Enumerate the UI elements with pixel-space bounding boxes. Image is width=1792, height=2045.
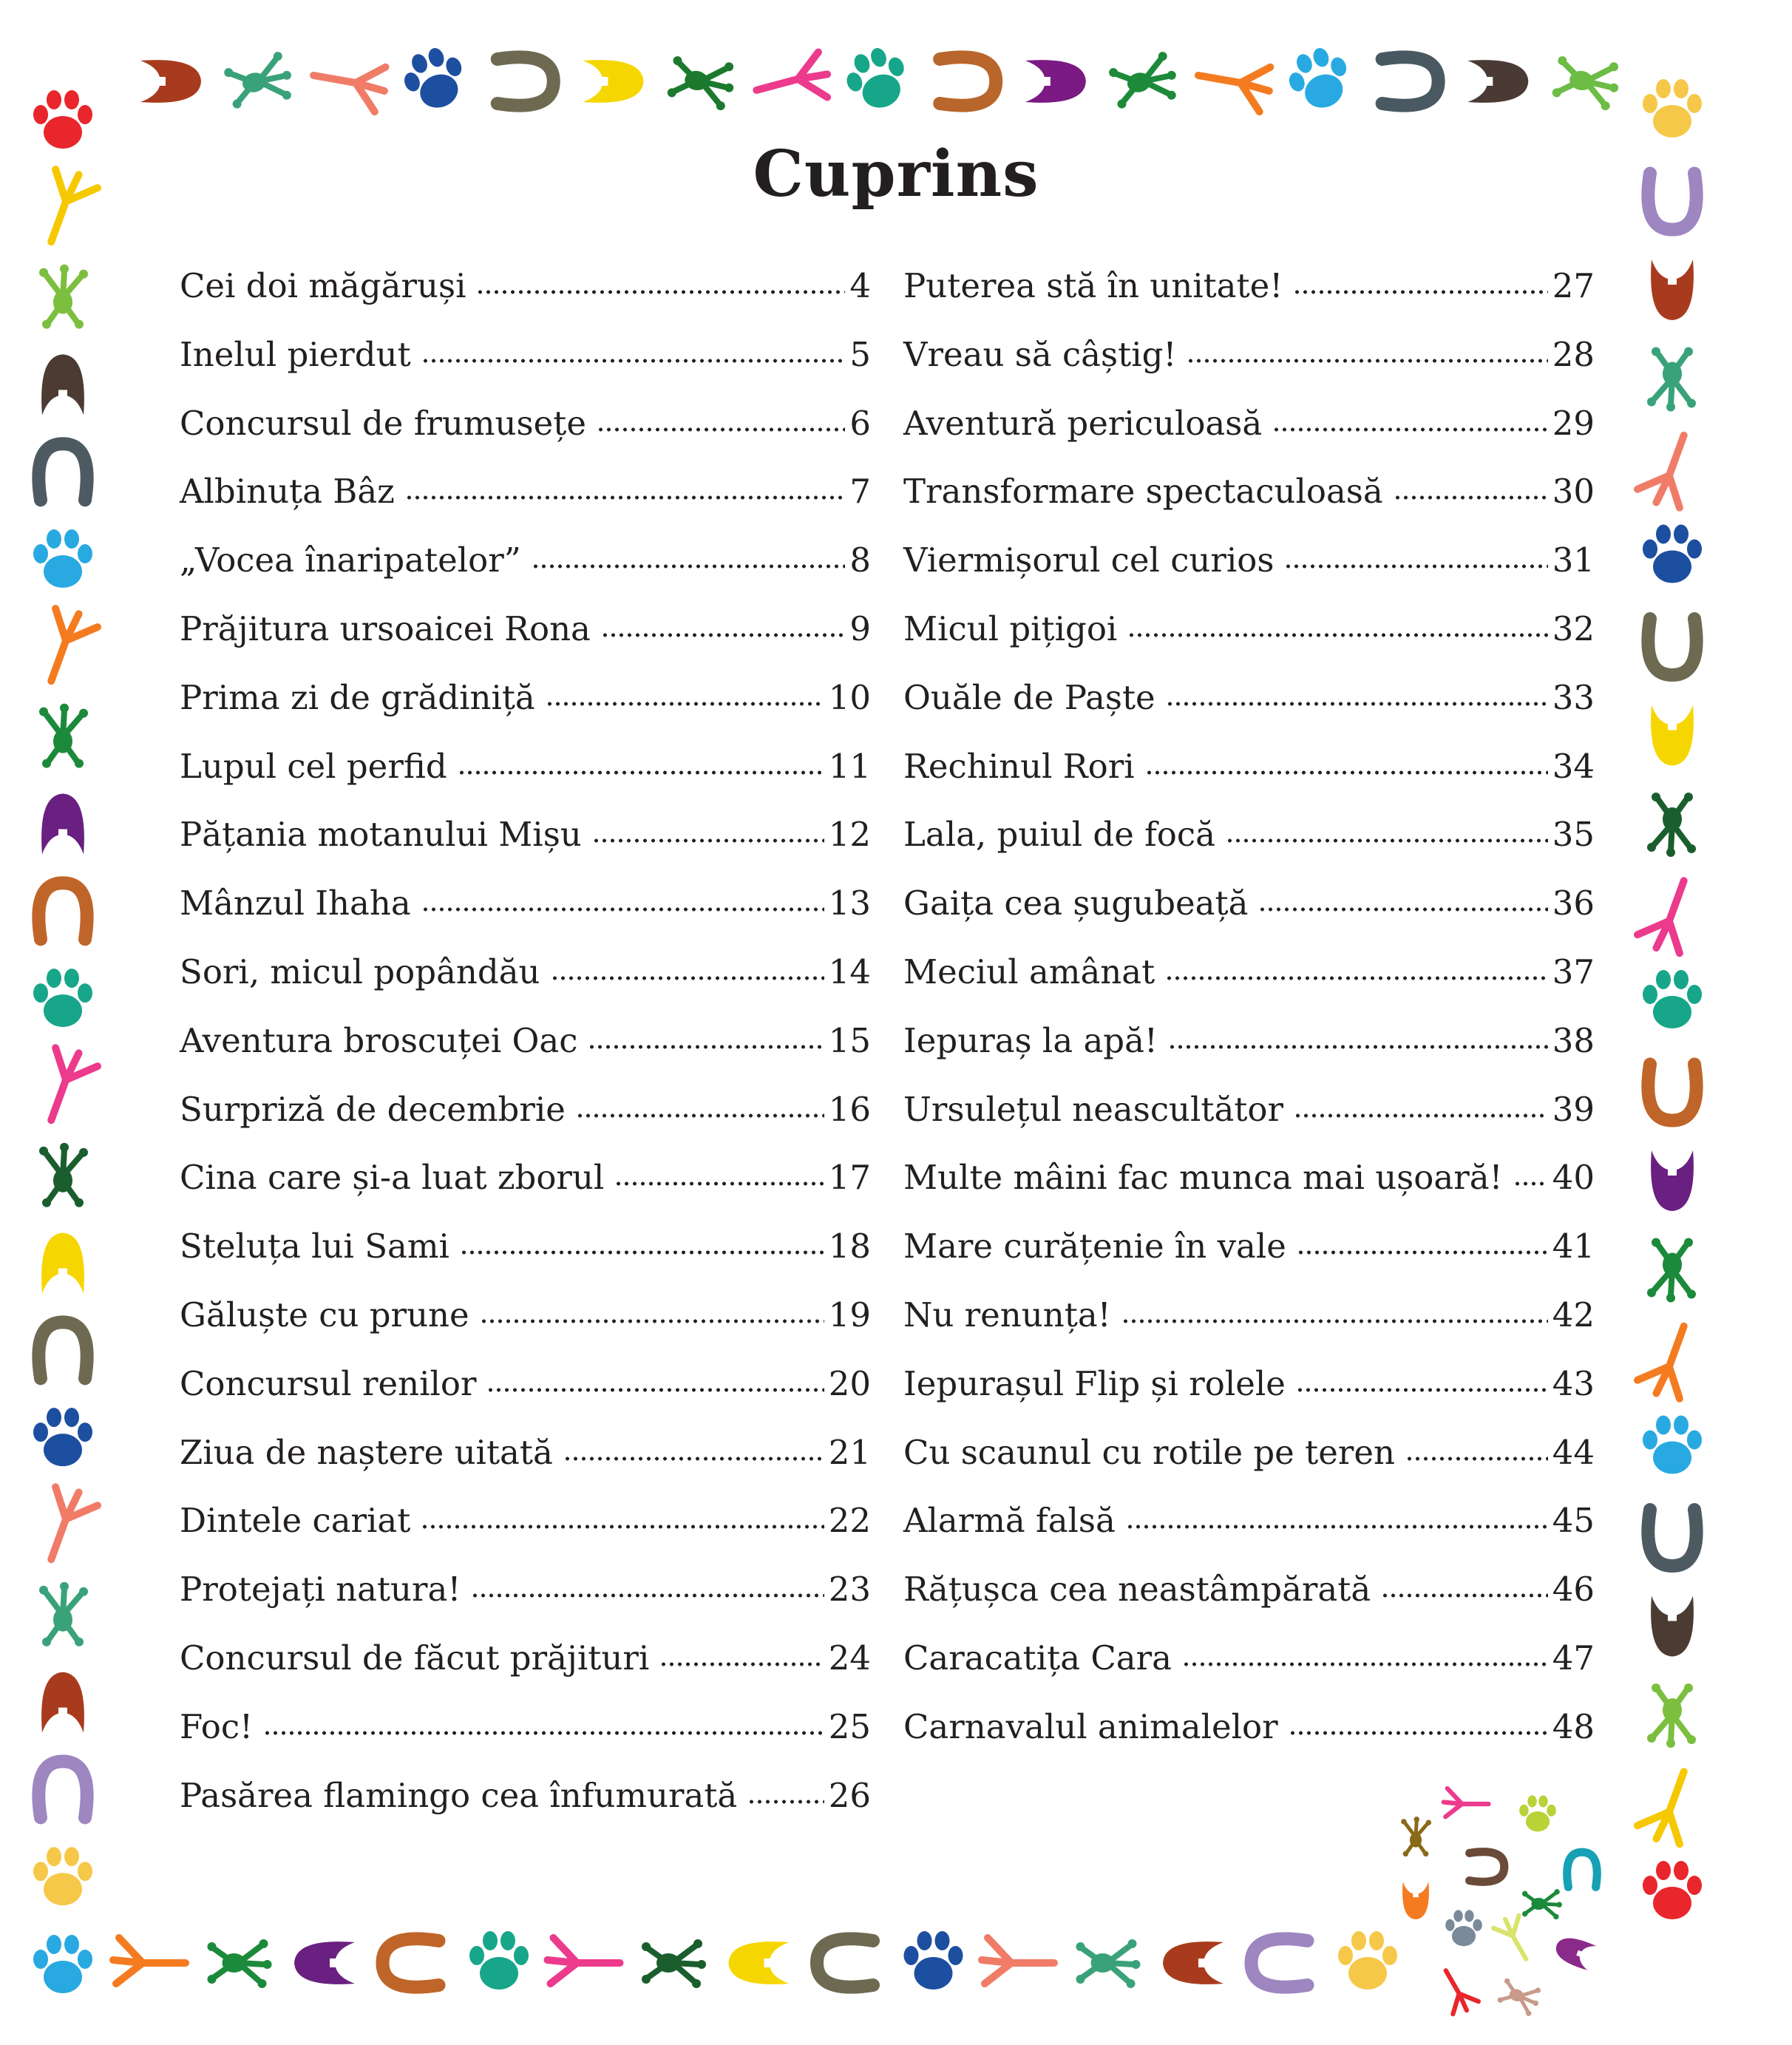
toc-entry-page: 18 — [828, 1227, 871, 1266]
toc-entry-page: 24 — [828, 1638, 871, 1678]
toc-entry-page: 15 — [828, 1020, 871, 1060]
frog-print-icon — [1496, 1976, 1544, 2018]
frog-print-icon — [1647, 1683, 1696, 1748]
paw-print-icon — [33, 1408, 92, 1466]
hoof-print-icon — [1467, 60, 1528, 103]
dot-leader — [421, 906, 824, 913]
toc-entry — [180, 1501, 871, 1570]
dot-leader — [546, 700, 824, 708]
dot-leader — [614, 1180, 824, 1187]
toc-entry-title: Protejați natura! — [180, 1570, 461, 1610]
paw-print-icon — [397, 41, 472, 117]
hoof-print-icon — [1025, 60, 1086, 103]
toc-entry-page: 43 — [1552, 1363, 1595, 1403]
dot-leader — [1294, 1112, 1548, 1119]
toc-entry-page: 16 — [828, 1089, 871, 1129]
toc-entry-title: Pasărea flamingo cea înfumurată — [180, 1775, 738, 1815]
dot-leader — [1513, 1180, 1548, 1187]
dot-leader — [471, 1592, 824, 1599]
toc-entry-page: 5 — [849, 334, 871, 374]
toc-entry-page: 44 — [1552, 1432, 1595, 1472]
dot-leader — [476, 288, 845, 296]
toc-entry-page: 34 — [1552, 746, 1595, 786]
toc-entry-title: Concursul de făcut prăjituri — [180, 1638, 650, 1678]
dot-leader — [421, 357, 846, 364]
horseshoe-print-icon — [383, 1939, 439, 1987]
toc-entry — [180, 540, 871, 609]
toc-entry — [903, 540, 1595, 609]
horseshoe-print-icon — [1567, 1852, 1598, 1887]
toc-entry-title: Concursul de frumusețe — [180, 403, 586, 443]
dot-leader — [597, 426, 845, 433]
toc-entry-title: Sori, micul popândău — [180, 952, 540, 991]
toc-entry-page: 21 — [828, 1432, 871, 1472]
toc-entry-title: Cu scaunul cu rotile pe teren — [903, 1432, 1395, 1472]
paw-print-icon — [33, 529, 92, 588]
dot-leader — [532, 563, 846, 570]
paw-print-icon — [1643, 970, 1702, 1028]
toc-entry-page: 38 — [1552, 1020, 1595, 1060]
toc-entry-page: 39 — [1552, 1089, 1595, 1129]
toc-entry — [180, 472, 871, 540]
horseshoe-print-icon — [1470, 1852, 1504, 1882]
toc-entry — [903, 1364, 1595, 1433]
toc-entry — [903, 1090, 1595, 1159]
hoof-print-icon — [729, 1941, 790, 1984]
toc-entry-title: Micul pițigoi — [903, 608, 1118, 648]
toc-entry-page: 13 — [828, 884, 871, 923]
paw-print-icon — [33, 1847, 92, 1905]
toc-entry-page: 48 — [1552, 1706, 1595, 1746]
toc-entry-page: 26 — [828, 1775, 871, 1815]
dot-leader — [1127, 631, 1547, 639]
dot-leader — [1296, 1386, 1548, 1394]
paw-print-icon — [1519, 1795, 1556, 1831]
frog-print-icon — [1076, 1939, 1141, 1988]
toc-entry-title: Gaița cea șugubeață — [903, 884, 1249, 923]
toc-entry-title: Mare curățenie în vale — [903, 1227, 1286, 1266]
toc-entry — [903, 815, 1595, 884]
horseshoe-print-icon — [38, 1761, 86, 1817]
toc-entry — [180, 747, 871, 815]
dot-leader — [551, 974, 824, 982]
paw-print-icon — [1643, 1416, 1702, 1474]
toc-entry-title: Viermișorul cel curios — [903, 540, 1275, 580]
toc-entry-title: Aventura broscuței Oac — [180, 1020, 578, 1060]
toc-entry — [903, 678, 1595, 747]
dot-leader — [1126, 1523, 1548, 1530]
toc-entry — [903, 952, 1595, 1021]
paw-print-icon — [839, 41, 914, 117]
toc-entry-title: Iepuraș la apă! — [903, 1020, 1158, 1060]
toc-entry — [180, 815, 871, 884]
dot-leader — [1187, 357, 1547, 364]
toc-entry — [903, 1021, 1595, 1090]
toc-entry-title: Ursulețul neascultător — [903, 1089, 1284, 1129]
dot-leader — [747, 1798, 824, 1805]
toc-entry-title: Foc! — [180, 1706, 254, 1746]
dot-leader — [588, 1043, 824, 1051]
toc-entry — [903, 1295, 1595, 1364]
hoof-print-icon — [1651, 1150, 1694, 1211]
toc-entry-title: Lala, puiul de focă — [903, 815, 1215, 855]
toc-entry-page: 25 — [828, 1706, 871, 1746]
toc-entry — [903, 609, 1595, 678]
dot-leader — [263, 1729, 824, 1737]
toc-entry-page: 36 — [1552, 884, 1595, 923]
toc-entry — [903, 1570, 1595, 1638]
toc-entry — [180, 1570, 871, 1638]
frog-print-icon — [1401, 1817, 1431, 1856]
toc-entry-title: Lupul cel perfid — [180, 746, 447, 786]
toc-entry-title: Cina care și-a luat zborul — [180, 1158, 605, 1198]
hoof-print-icon — [1651, 1596, 1694, 1657]
dot-leader — [460, 1249, 824, 1256]
frog-print-icon — [1647, 1238, 1696, 1303]
dot-leader — [1297, 1249, 1548, 1256]
toc-entry-page: 29 — [1552, 403, 1595, 443]
toc-entry-title: Multe mâini fac munca mai ușoară! — [903, 1158, 1503, 1198]
toc-entry-title: Meciul amânat — [903, 952, 1155, 991]
toc-entry — [903, 1227, 1595, 1295]
hoof-print-icon — [41, 1672, 84, 1733]
dot-leader — [576, 1112, 824, 1119]
bird-print-icon — [1493, 1913, 1540, 1966]
toc-entry-title: Dintele cariat — [180, 1501, 411, 1541]
toc-entry-page: 8 — [849, 540, 871, 580]
toc-entry-title: Concursul renilor — [180, 1363, 477, 1403]
bird-print-icon — [1635, 1317, 1703, 1401]
toc-entry-title: Ouăle de Paște — [903, 677, 1155, 717]
bird-print-icon — [32, 1485, 100, 1568]
frog-print-icon — [666, 52, 738, 112]
frog-print-icon — [39, 1143, 88, 1207]
toc-entry-title: Surpriză de decembrie — [180, 1089, 566, 1129]
dot-leader — [1182, 1661, 1548, 1668]
horseshoe-print-icon — [940, 57, 996, 105]
toc-entry-page: 30 — [1552, 472, 1595, 512]
hoof-print-icon — [1163, 1941, 1223, 1984]
toc-entry-title: Transformare spectaculoasă — [903, 472, 1383, 512]
paw-print-icon — [1643, 525, 1702, 583]
toc-entry — [180, 1707, 871, 1776]
dot-leader — [1121, 1317, 1548, 1325]
toc-entry-page: 12 — [828, 815, 871, 855]
dot-leader — [1284, 563, 1547, 570]
toc-entry-page: 20 — [828, 1363, 871, 1403]
dot-leader — [1405, 1455, 1548, 1462]
horseshoe-print-icon — [38, 444, 86, 500]
dot-leader — [659, 1661, 824, 1668]
toc-entry-title: Caracatița Cara — [903, 1638, 1172, 1678]
frog-print-icon — [1647, 793, 1696, 857]
hoof-print-icon — [41, 1233, 84, 1294]
toc-entry-page: 28 — [1552, 334, 1595, 374]
dot-leader — [601, 631, 845, 639]
toc-entry-page: 31 — [1552, 540, 1595, 580]
hoof-print-icon — [41, 354, 84, 415]
horseshoe-print-icon — [1252, 1939, 1308, 1987]
dot-leader — [592, 837, 824, 844]
horseshoe-print-icon — [1648, 1510, 1696, 1566]
toc-entry-page: 23 — [828, 1570, 871, 1610]
toc-entry-title: Inelul pierdut — [180, 334, 411, 374]
toc-entry — [180, 1776, 871, 1845]
toc-entry — [903, 404, 1595, 472]
frog-print-icon — [1551, 52, 1623, 112]
paw-print-icon — [1643, 1861, 1702, 1919]
toc-entry-page: 22 — [828, 1501, 871, 1541]
toc-entry-title: „Vocea înaripatelor” — [180, 540, 521, 580]
horseshoe-print-icon — [38, 1322, 86, 1378]
paw-print-icon — [469, 1931, 529, 1990]
dot-leader — [480, 1317, 824, 1325]
toc-entry-title: Prăjitura ursoaicei Rona — [180, 608, 591, 648]
toc-entry — [903, 1433, 1595, 1502]
toc-entry — [180, 884, 871, 952]
bird-print-icon — [1432, 1964, 1479, 2018]
hoof-print-icon — [41, 793, 84, 854]
frog-print-icon — [223, 50, 297, 113]
toc-entry-page: 27 — [1552, 266, 1595, 305]
bird-print-icon — [751, 51, 833, 114]
dot-leader — [1166, 700, 1548, 708]
toc-entry-title: Iepurașul Flip și rolele — [903, 1363, 1286, 1403]
toc-entry-page: 32 — [1552, 608, 1595, 648]
toc-entry — [903, 472, 1595, 540]
toc-entry-page: 37 — [1552, 952, 1595, 991]
toc-entry — [180, 1021, 871, 1090]
hoof-print-icon — [1651, 705, 1694, 766]
toc-entry-title: Cei doi măgăruși — [180, 266, 466, 305]
page-title: Cuprins — [753, 137, 1039, 211]
toc-entry-title: Pățania motanului Mișu — [180, 815, 582, 855]
toc-entry-title: Aventură periculoasă — [903, 403, 1263, 443]
toc-entry-page: 19 — [828, 1295, 871, 1334]
toc-entry — [180, 609, 871, 678]
bird-print-icon — [113, 1938, 186, 1984]
toc-entry — [903, 1158, 1595, 1227]
horseshoe-print-icon — [817, 1939, 873, 1987]
dot-leader — [1258, 906, 1547, 913]
paw-print-icon — [1338, 1931, 1397, 1990]
toc-column-left — [180, 266, 871, 1844]
toc-entry — [903, 335, 1595, 404]
toc-entry — [903, 747, 1595, 815]
toc-entry — [903, 1638, 1595, 1707]
toc-entry — [180, 1364, 871, 1433]
dot-leader — [458, 769, 824, 776]
dot-leader — [1293, 288, 1547, 296]
dot-leader — [1165, 974, 1548, 982]
toc-entry-title: Prima zi de grădiniță — [180, 677, 535, 717]
toc-entry-title: Albinuța Bâz — [180, 472, 395, 512]
toc-entry-page: 40 — [1552, 1158, 1595, 1198]
toc-entry — [180, 952, 871, 1021]
toc-entry — [903, 1501, 1595, 1570]
toc-entry — [180, 678, 871, 747]
frog-print-icon — [1522, 1889, 1562, 1919]
horseshoe-print-icon — [498, 57, 554, 105]
toc-entry-title: Ziua de naștere uitată — [180, 1432, 553, 1472]
frog-print-icon — [642, 1939, 706, 1988]
paw-print-icon — [1445, 1910, 1482, 1946]
bird-print-icon — [982, 1938, 1054, 1984]
toc-entry-title: Carnavalul animalelor — [903, 1706, 1278, 1746]
paw-print-icon — [1643, 79, 1702, 138]
bird-print-icon — [1635, 427, 1703, 510]
bird-print-icon — [309, 55, 388, 112]
paw-print-icon — [1282, 41, 1357, 117]
toc-entry-page: 42 — [1552, 1295, 1595, 1334]
paw-print-icon — [904, 1931, 963, 1990]
bird-print-icon — [1194, 55, 1273, 112]
hoof-print-icon — [294, 1941, 355, 1984]
bird-print-icon — [548, 1938, 620, 1984]
toc-entry-title: Puterea stă în unitate! — [903, 266, 1283, 305]
toc-entry — [180, 266, 871, 335]
frog-print-icon — [39, 1582, 88, 1646]
toc-entry — [180, 335, 871, 404]
toc-entry-title: Rechinul Rori — [903, 746, 1135, 786]
toc-entry-page: 47 — [1552, 1638, 1595, 1678]
bird-print-icon — [32, 606, 100, 689]
toc-entry-page: 9 — [849, 608, 871, 648]
dot-leader — [1381, 1592, 1548, 1599]
dot-leader — [1226, 837, 1548, 844]
toc-entry-page: 14 — [828, 952, 871, 991]
toc-entry-page: 4 — [849, 266, 871, 305]
toc-entry-title: Găluște cu prune — [180, 1295, 469, 1334]
bird-print-icon — [1635, 872, 1703, 956]
toc-entry — [180, 1638, 871, 1707]
bird-print-icon — [32, 1045, 100, 1128]
hoof-print-icon — [1651, 260, 1694, 320]
hoof-print-icon — [1402, 1882, 1429, 1919]
paw-print-icon — [33, 969, 92, 1027]
toc-entry-title: Rățușca cea neastâmpărată — [903, 1570, 1371, 1610]
toc-entry-page: 41 — [1552, 1227, 1595, 1266]
toc-entry-title: Mânzul Ihaha — [180, 884, 411, 923]
dot-leader — [1289, 1729, 1548, 1737]
toc-entry-page: 46 — [1552, 1570, 1595, 1610]
toc-entry — [180, 404, 871, 472]
hoof-print-icon — [1552, 1933, 1596, 1970]
frog-print-icon — [39, 704, 88, 768]
dot-leader — [1168, 1043, 1548, 1051]
toc-entry-page: 33 — [1552, 677, 1595, 717]
horseshoe-print-icon — [38, 883, 86, 939]
hoof-print-icon — [583, 60, 643, 103]
toc-entry-title: Alarmă falsă — [903, 1501, 1116, 1541]
toc-entry — [180, 1433, 871, 1502]
horseshoe-print-icon — [1648, 619, 1696, 675]
dot-leader — [1394, 494, 1548, 501]
toc-entry-page: 6 — [849, 403, 871, 443]
toc-entry — [903, 884, 1595, 952]
toc-entry-page: 10 — [828, 677, 871, 717]
frog-print-icon — [1647, 347, 1696, 412]
toc-entry — [180, 1158, 871, 1227]
bird-print-icon — [1635, 1763, 1703, 1847]
toc-entry-title: Vreau să câștig! — [903, 334, 1177, 374]
frog-print-icon — [39, 265, 88, 329]
toc-entry-page: 35 — [1552, 815, 1595, 855]
dot-leader — [486, 1386, 824, 1394]
dot-leader — [405, 494, 845, 501]
horseshoe-print-icon — [1382, 57, 1439, 105]
toc-entry-title: Steluța lui Sami — [180, 1227, 449, 1266]
toc-entry-page: 11 — [828, 746, 871, 786]
hoof-print-icon — [140, 60, 201, 103]
toc-entry — [903, 266, 1595, 335]
horseshoe-print-icon — [1648, 1065, 1696, 1121]
bird-print-icon — [1444, 1788, 1489, 1817]
toc-entry-title: Nu renunța! — [903, 1295, 1111, 1334]
dot-leader — [421, 1523, 824, 1530]
toc-column-right — [903, 266, 1595, 1776]
dot-leader — [563, 1455, 824, 1462]
paw-print-icon — [33, 1935, 92, 1993]
toc-entry-page: 45 — [1552, 1501, 1595, 1541]
toc-entry — [903, 1707, 1595, 1776]
frog-print-icon — [208, 1939, 272, 1988]
toc-entry-page: 17 — [828, 1158, 871, 1198]
toc-entry-page: 7 — [849, 472, 871, 512]
toc-entry — [180, 1090, 871, 1159]
frog-print-icon — [1107, 50, 1182, 113]
toc-entry — [180, 1295, 871, 1364]
toc-entry — [180, 1227, 871, 1295]
dot-leader — [1145, 769, 1548, 776]
dot-leader — [1272, 426, 1548, 433]
